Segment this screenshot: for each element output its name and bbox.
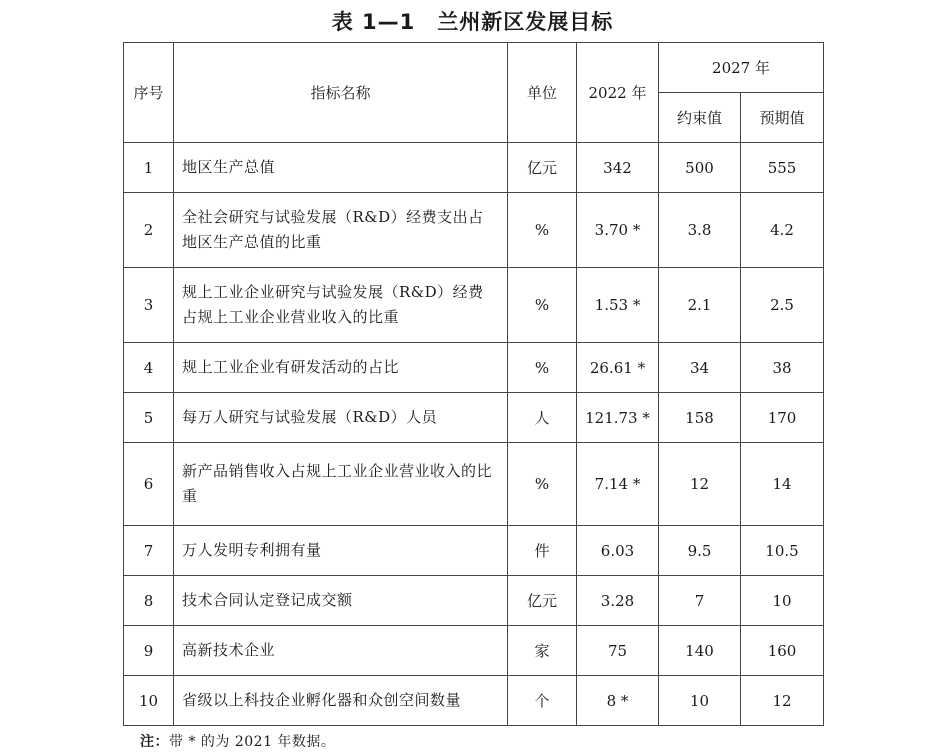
cell-unit: %	[508, 193, 577, 268]
cell-unit: 件	[508, 526, 577, 576]
cell-expected: 2.5	[741, 268, 824, 343]
cell-expected: 160	[741, 626, 824, 676]
cell-seq: 6	[124, 443, 174, 526]
cell-unit: 亿元	[508, 143, 577, 193]
table-row	[124, 343, 824, 393]
header-2022: 2022 年	[577, 43, 659, 143]
table-row	[124, 393, 824, 443]
cell-name: 规上工业企业研究与试验发展（R&D）经费占规上工业企业营业收入的比重	[174, 268, 508, 343]
cell-2022: 6.03	[577, 526, 659, 576]
header-expected: 预期值	[741, 93, 824, 143]
cell-2022: 342	[577, 143, 659, 193]
cell-2022: 26.61 *	[577, 343, 659, 393]
table-row	[124, 193, 824, 268]
cell-expected: 14	[741, 443, 824, 526]
cell-name: 地区生产总值	[174, 143, 508, 193]
cell-unit: 人	[508, 393, 577, 443]
cell-seq: 3	[124, 268, 174, 343]
cell-name: 规上工业企业有研发活动的占比	[174, 343, 508, 393]
targets-table	[123, 42, 824, 726]
cell-expected: 555	[741, 143, 824, 193]
note-label: 注：	[140, 734, 169, 750]
cell-seq: 5	[124, 393, 174, 443]
header-name: 指标名称	[174, 43, 508, 143]
table-note	[140, 730, 335, 754]
cell-2022: 1.53 *	[577, 268, 659, 343]
cell-unit: %	[508, 343, 577, 393]
cell-binding: 7	[659, 576, 741, 626]
cell-2022: 121.73 *	[577, 393, 659, 443]
cell-seq: 4	[124, 343, 174, 393]
table-number: 表 1—1	[331, 10, 416, 34]
cell-name: 高新技术企业	[174, 626, 508, 676]
cell-unit: %	[508, 443, 577, 526]
cell-binding: 3.8	[659, 193, 741, 268]
table-title	[0, 4, 945, 40]
table-row	[124, 526, 824, 576]
cell-name: 全社会研究与试验发展（R&D）经费支出占地区生产总值的比重	[174, 193, 508, 268]
cell-seq: 10	[124, 676, 174, 726]
cell-name: 省级以上科技企业孵化器和众创空间数量	[174, 676, 508, 726]
cell-2022: 8 *	[577, 676, 659, 726]
table-row	[124, 676, 824, 726]
cell-binding: 2.1	[659, 268, 741, 343]
cell-2022: 7.14 *	[577, 443, 659, 526]
table-row	[124, 268, 824, 343]
cell-name: 新产品销售收入占规上工业企业营业收入的比重	[174, 443, 508, 526]
cell-binding: 12	[659, 443, 741, 526]
cell-seq: 2	[124, 193, 174, 268]
cell-seq: 9	[124, 626, 174, 676]
table-row	[124, 576, 824, 626]
cell-binding: 140	[659, 626, 741, 676]
cell-binding: 9.5	[659, 526, 741, 576]
cell-unit: 家	[508, 626, 577, 676]
table-row	[124, 143, 824, 193]
header-seq: 序号	[124, 43, 174, 143]
cell-expected: 4.2	[741, 193, 824, 268]
header-unit: 单位	[508, 43, 577, 143]
header-binding: 约束值	[659, 93, 741, 143]
cell-expected: 12	[741, 676, 824, 726]
cell-binding: 500	[659, 143, 741, 193]
cell-expected: 10	[741, 576, 824, 626]
table-row	[124, 626, 824, 676]
cell-unit: 个	[508, 676, 577, 726]
cell-binding: 10	[659, 676, 741, 726]
cell-expected: 170	[741, 393, 824, 443]
cell-expected: 38	[741, 343, 824, 393]
cell-binding: 34	[659, 343, 741, 393]
cell-binding: 158	[659, 393, 741, 443]
note-text: 带 * 的为 2021 年数据。	[169, 734, 336, 750]
cell-seq: 1	[124, 143, 174, 193]
cell-name: 每万人研究与试验发展（R&D）人员	[174, 393, 508, 443]
table-title-text: 兰州新区发展目标	[437, 10, 614, 34]
cell-expected: 10.5	[741, 526, 824, 576]
cell-name: 万人发明专利拥有量	[174, 526, 508, 576]
cell-2022: 3.70 *	[577, 193, 659, 268]
cell-unit: %	[508, 268, 577, 343]
cell-name: 技术合同认定登记成交额	[174, 576, 508, 626]
cell-2022: 3.28	[577, 576, 659, 626]
cell-seq: 8	[124, 576, 174, 626]
header-2027: 2027 年	[659, 43, 824, 93]
cell-seq: 7	[124, 526, 174, 576]
cell-2022: 75	[577, 626, 659, 676]
cell-unit: 亿元	[508, 576, 577, 626]
table-row	[124, 443, 824, 526]
